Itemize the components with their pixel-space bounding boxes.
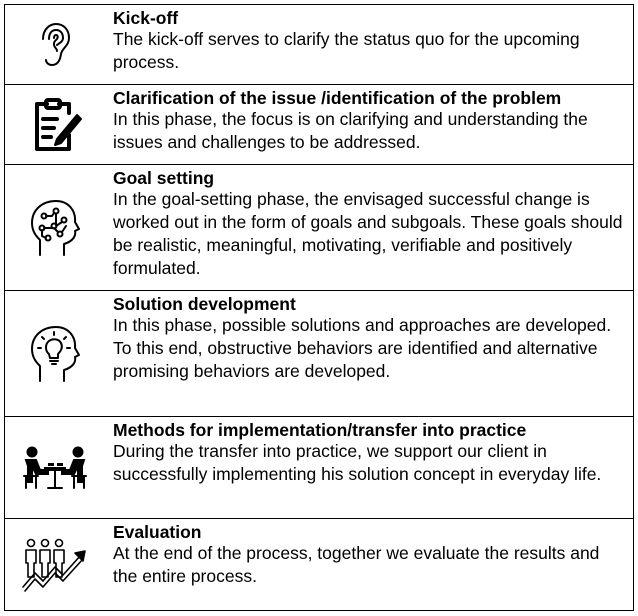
phases-table	[4, 4, 634, 611]
phase-description: The kick-off serves to clarify the status quo for the upcoming process.	[113, 29, 580, 72]
phase-description: In this phase, possible solutions and approaches are developed. To this end, obstructive behaviors are identified and alternative promising behaviors are developed.	[113, 315, 612, 381]
phase-row-evaluation	[4, 519, 634, 611]
phase-row-kick-off	[4, 5, 634, 85]
clipboard-pen-icon	[5, 85, 105, 164]
phase-title: Evaluation	[113, 522, 202, 542]
phase-title: Solution development	[113, 294, 296, 314]
phase-title: Methods for implementation/transfer into practice	[113, 420, 527, 440]
ear-icon	[5, 5, 105, 84]
people-growth-arrow-icon	[5, 519, 105, 610]
phase-row-clarification	[4, 85, 634, 165]
head-lightbulb-icon	[5, 291, 105, 416]
phase-description: During the transfer into practice, we support our client in successfully implementing his solution concept in everyday life.	[113, 441, 602, 484]
phase-description: At the end of the process, together we evaluate the results and the entire process.	[113, 543, 600, 586]
phase-title: Goal setting	[113, 168, 215, 188]
phase-row-implementation	[4, 417, 634, 519]
phase-description: In the goal-setting phase, the envisaged successful change is worked out in the form of goals and subgoals. These goals should be realistic, meaningful, motivating, verifiable and positively formulated.	[113, 189, 623, 278]
phase-row-goal-setting	[4, 165, 634, 291]
phase-row-solution-development	[4, 291, 634, 417]
phase-title: Clarification of the issue /identification of the problem	[113, 88, 562, 108]
head-circuit-icon	[5, 165, 105, 290]
phase-description: In this phase, the focus is on clarifying and understanding the issues and challenges to be addressed.	[113, 109, 588, 152]
meeting-table-icon	[5, 417, 105, 518]
phase-title: Kick-off	[113, 8, 179, 28]
